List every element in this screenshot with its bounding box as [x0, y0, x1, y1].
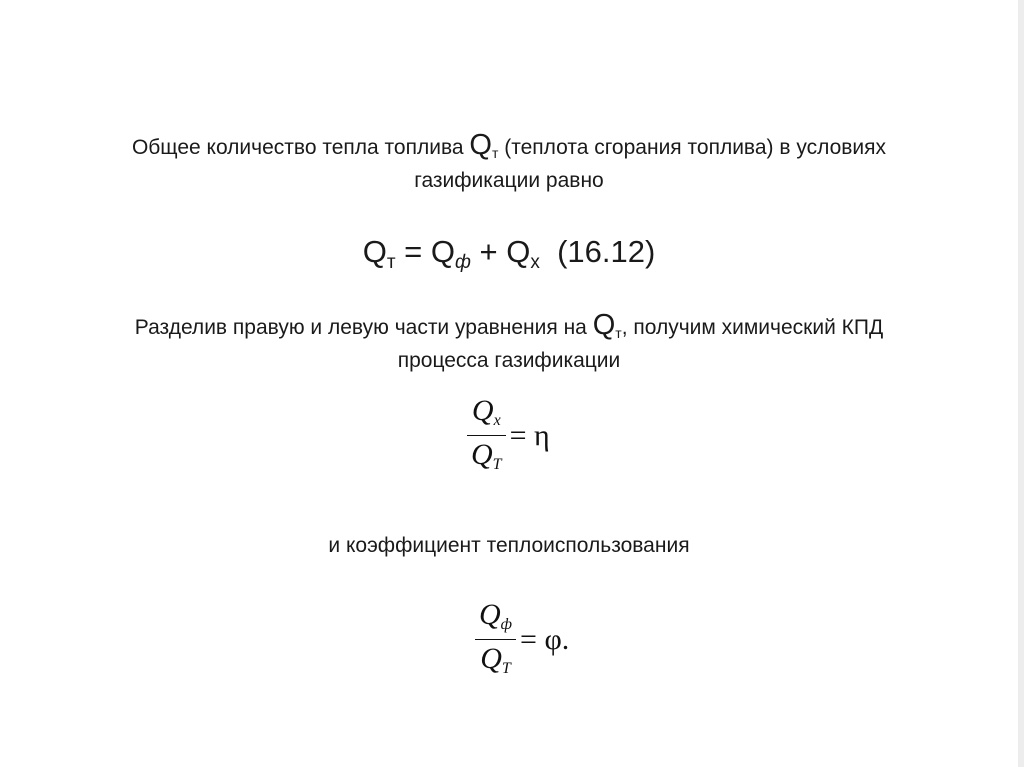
formula-rhs: = φ. [520, 622, 570, 656]
symbol-q: Q [592, 309, 616, 341]
intro-text-end: (теплота сгорания топлива) в условиях [498, 136, 887, 159]
intro-text-start: Общее количество тепла топлива [131, 136, 470, 159]
num-q: Q [479, 598, 501, 631]
eq-number: (16.12) [539, 234, 656, 269]
equation-16-12 [0, 232, 1018, 277]
fraction [467, 392, 506, 479]
numerator [475, 596, 516, 639]
fraction [475, 596, 516, 683]
heat-utilization-formula [475, 596, 569, 683]
eq-q-total: Q [362, 234, 387, 269]
eq-sub-chem: х [530, 252, 540, 273]
second-text-line2: процесса газификации [397, 349, 621, 372]
eq-equals: = [395, 234, 431, 269]
third-text: и коэффициент теплоиспользования [328, 534, 690, 557]
chemical-efficiency-formula [467, 392, 550, 479]
den-q: Q [480, 642, 502, 675]
den-sub: T [501, 660, 511, 677]
numerator [468, 392, 505, 435]
num-q: Q [471, 394, 494, 427]
second-paragraph [0, 310, 1018, 376]
symbol-subscript: т [615, 325, 622, 341]
intro-paragraph [0, 130, 1018, 196]
den-q: Q [471, 438, 493, 471]
second-text-start: Разделив правую и левую части уравнения на [134, 316, 593, 339]
third-paragraph [0, 530, 1018, 561]
eq-q-phys: Q [430, 234, 455, 269]
eq-plus: + [470, 234, 507, 269]
eq-sub-phys: ф [455, 252, 471, 273]
denominator [467, 436, 506, 479]
num-sub: ф [500, 616, 513, 633]
eq-q-chem: Q [506, 234, 531, 269]
formula-rhs: = η [509, 418, 550, 452]
symbol-subscript: т [491, 145, 499, 161]
second-text-end: , получим химический КПД [621, 316, 884, 339]
eq-sub-total: т [386, 252, 396, 273]
intro-text-line2: газификации равно [414, 169, 604, 192]
num-sub: x [493, 412, 501, 429]
denominator [476, 640, 515, 683]
symbol-q: Q [469, 129, 492, 161]
den-sub: T [492, 456, 502, 473]
